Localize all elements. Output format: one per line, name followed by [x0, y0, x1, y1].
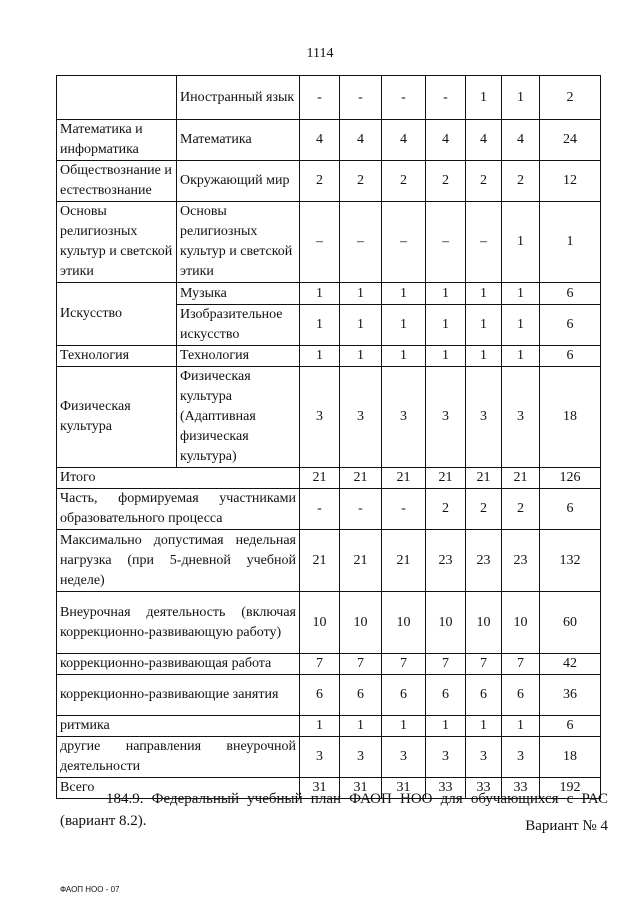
total-cell: 6 [540, 716, 601, 737]
table-row [57, 161, 601, 202]
total-cell: 1 [540, 202, 601, 283]
value-cell: 3 [340, 737, 382, 778]
value-cell: 31 [382, 778, 426, 799]
value-cell: 7 [382, 654, 426, 675]
value-cell: 2 [426, 161, 466, 202]
area-cell: Технология [57, 346, 177, 367]
total-cell: 2 [540, 76, 601, 120]
table-row [57, 737, 601, 778]
value-cell: - [382, 76, 426, 120]
value-cell: 1 [426, 305, 466, 346]
subject-cell: Иностранный язык [177, 76, 300, 120]
value-cell: 1 [382, 283, 426, 305]
value-cell: 1 [300, 716, 340, 737]
area-cell: Математика и информатика [57, 120, 177, 161]
value-cell: 1 [300, 283, 340, 305]
value-cell: 6 [382, 675, 426, 716]
table-row [57, 675, 601, 716]
table-row [57, 346, 601, 367]
value-cell: 1 [502, 346, 540, 367]
value-cell: 6 [340, 675, 382, 716]
value-cell: 33 [466, 778, 502, 799]
value-cell: 3 [340, 367, 382, 468]
value-cell: 3 [466, 737, 502, 778]
value-cell: 7 [426, 654, 466, 675]
value-cell: 7 [340, 654, 382, 675]
total-cell: 36 [540, 675, 601, 716]
value-cell: 1 [382, 716, 426, 737]
row-label: ритмика [57, 716, 300, 737]
value-cell: – [426, 202, 466, 283]
value-cell: 21 [466, 468, 502, 489]
value-cell: – [382, 202, 426, 283]
value-cell: 3 [382, 367, 426, 468]
value-cell: 1 [426, 716, 466, 737]
value-cell: 2 [466, 161, 502, 202]
value-cell: 21 [300, 468, 340, 489]
total-cell: 42 [540, 654, 601, 675]
value-cell: 2 [502, 161, 540, 202]
value-cell: 6 [466, 675, 502, 716]
value-cell: 10 [466, 592, 502, 654]
value-cell: 1 [466, 346, 502, 367]
value-cell: 10 [340, 592, 382, 654]
table-row [57, 120, 601, 161]
row-label: Часть, формируемая участниками образовательного процесса [57, 489, 300, 530]
value-cell: 4 [502, 120, 540, 161]
row-label: Всего [57, 778, 300, 799]
area-cell: Обществознание и естествознание [57, 161, 177, 202]
value-cell: 3 [502, 737, 540, 778]
value-cell: 4 [382, 120, 426, 161]
value-cell: 3 [300, 737, 340, 778]
value-cell: 3 [502, 367, 540, 468]
value-cell: 1 [466, 305, 502, 346]
value-cell: 1 [466, 716, 502, 737]
variant-label: Вариант № 4 [525, 818, 608, 834]
row-label: коррекционно-развивающая работа [57, 654, 300, 675]
value-cell: 7 [300, 654, 340, 675]
value-cell: 3 [466, 367, 502, 468]
row-label: коррекционно-развивающие занятия [57, 675, 300, 716]
value-cell: 33 [502, 778, 540, 799]
value-cell: 3 [426, 737, 466, 778]
subject-cell: Математика [177, 120, 300, 161]
table-row [57, 654, 601, 675]
total-cell: 132 [540, 530, 601, 592]
value-cell: 23 [466, 530, 502, 592]
value-cell: 10 [426, 592, 466, 654]
value-cell: 4 [466, 120, 502, 161]
area-cell: Искусство [57, 283, 177, 346]
footer-code: ФАОП НОО - 07 [60, 885, 120, 894]
value-cell: 2 [426, 489, 466, 530]
subject-cell: Основы религиозных культур и светской этики [177, 202, 300, 283]
value-cell: 6 [426, 675, 466, 716]
value-cell: 6 [502, 675, 540, 716]
value-cell: 1 [466, 283, 502, 305]
row-label: Максимально допустимая недельная нагрузка (при 5-дневной учебной неделе) [57, 530, 300, 592]
total-cell: 6 [540, 346, 601, 367]
total-cell: 24 [540, 120, 601, 161]
value-cell: 21 [300, 530, 340, 592]
value-cell: 21 [426, 468, 466, 489]
value-cell: 31 [300, 778, 340, 799]
table-row [57, 283, 601, 305]
value-cell: 1 [502, 283, 540, 305]
table-row [57, 716, 601, 737]
subject-cell: Музыка [177, 283, 300, 305]
value-cell: 10 [300, 592, 340, 654]
value-cell: 1 [340, 346, 382, 367]
value-cell: 21 [340, 468, 382, 489]
value-cell: 1 [382, 346, 426, 367]
value-cell: 1 [382, 305, 426, 346]
value-cell: 10 [382, 592, 426, 654]
value-cell: 23 [502, 530, 540, 592]
value-cell: 1 [426, 283, 466, 305]
value-cell: – [300, 202, 340, 283]
value-cell: - [382, 489, 426, 530]
value-cell: 7 [466, 654, 502, 675]
value-cell: 2 [502, 489, 540, 530]
value-cell: 1 [502, 716, 540, 737]
table-row [57, 76, 601, 120]
value-cell: 3 [426, 367, 466, 468]
value-cell: 6 [300, 675, 340, 716]
total-cell: 192 [540, 778, 601, 799]
value-cell: 4 [340, 120, 382, 161]
value-cell: - [300, 76, 340, 120]
value-cell: 1 [502, 305, 540, 346]
row-label: Итого [57, 468, 300, 489]
value-cell: 1 [300, 346, 340, 367]
row-label: другие направления внеурочной деятельности [57, 737, 300, 778]
value-cell: 1 [300, 305, 340, 346]
total-cell: 60 [540, 592, 601, 654]
value-cell: 1 [426, 346, 466, 367]
total-cell: 12 [540, 161, 601, 202]
value-cell: 1 [502, 76, 540, 120]
value-cell: 2 [340, 161, 382, 202]
value-cell: 3 [382, 737, 426, 778]
value-cell: – [340, 202, 382, 283]
value-cell: - [300, 489, 340, 530]
value-cell: 3 [300, 367, 340, 468]
value-cell: 2 [466, 489, 502, 530]
table-row [57, 202, 601, 283]
subject-cell: Окружающий мир [177, 161, 300, 202]
table-row [57, 592, 601, 654]
value-cell: 21 [382, 468, 426, 489]
area-cell [57, 76, 177, 120]
subject-cell: Физическая культура (Адаптивная физическая культура) [177, 367, 300, 468]
value-cell: 1 [502, 202, 540, 283]
value-cell: 2 [382, 161, 426, 202]
value-cell: 21 [382, 530, 426, 592]
value-cell: 1 [340, 283, 382, 305]
value-cell: 1 [340, 305, 382, 346]
subject-cell: Изобразительное искусство [177, 305, 300, 346]
value-cell: 1 [340, 716, 382, 737]
table-row [57, 367, 601, 468]
area-cell: Основы религиозных культур и светской этики [57, 202, 177, 283]
total-cell: 18 [540, 737, 601, 778]
value-cell: 21 [340, 530, 382, 592]
total-cell: 6 [540, 489, 601, 530]
total-cell: 6 [540, 305, 601, 346]
curriculum-table [56, 75, 601, 799]
value-cell: 2 [300, 161, 340, 202]
value-cell: – [466, 202, 502, 283]
table-row [57, 468, 601, 489]
area-cell: Физическая культура [57, 367, 177, 468]
value-cell: - [426, 76, 466, 120]
value-cell: 23 [426, 530, 466, 592]
total-cell: 6 [540, 283, 601, 305]
section-paragraph: 184.9. Федеральный учебный план ФАОП НОО для обучающихся с РАС (вариант 8.2). [60, 791, 608, 829]
value-cell: 21 [502, 468, 540, 489]
value-cell: 4 [426, 120, 466, 161]
value-cell: 4 [300, 120, 340, 161]
value-cell: 33 [426, 778, 466, 799]
value-cell: 31 [340, 778, 382, 799]
value-cell: - [340, 489, 382, 530]
value-cell: - [340, 76, 382, 120]
row-label: Внеурочная деятельность (включая коррекционно-развивающую работу) [57, 592, 300, 654]
subject-cell: Технология [177, 346, 300, 367]
value-cell: 7 [502, 654, 540, 675]
table-row [57, 489, 601, 530]
total-cell: 126 [540, 468, 601, 489]
table-row [57, 530, 601, 592]
value-cell: 1 [466, 76, 502, 120]
total-cell: 18 [540, 367, 601, 468]
value-cell: 10 [502, 592, 540, 654]
page-number: 1114 [306, 46, 334, 61]
